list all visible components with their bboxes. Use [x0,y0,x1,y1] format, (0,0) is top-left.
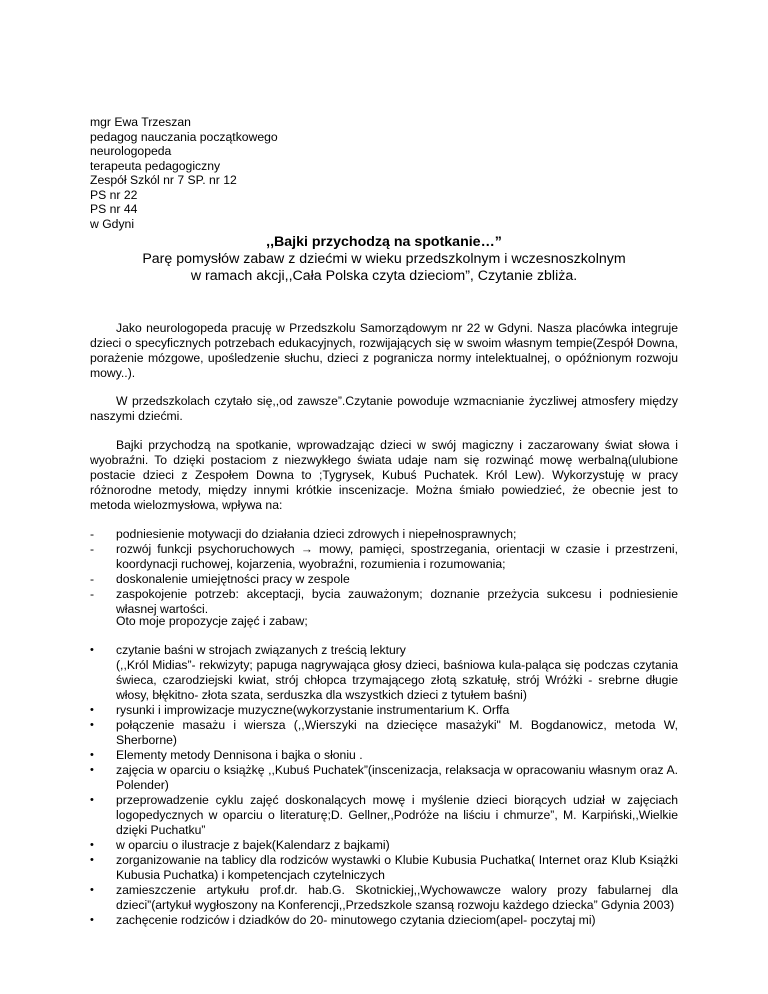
bullet-marker: • [90,704,94,716]
list-item: • przeprowadzenie cyklu zajęć doskonalących mowę i myślenie dzieci biorących udział w zajęciach logopedycznych w oparciu o literaturę;D. Gellner,,Podróże na liściu i chmurze”, M. Karpiński,,Wielkie dzięki Puchatku” [90,793,678,837]
bullet-marker: • [90,644,94,656]
paragraph-fairytales: Bajki przychodzą na spotkanie, wprowadzając dzieci w swój magiczny i zaczarowany świat słowa i wyobraźni. To dzięki postaciom z niezwykłego świata udaje nam się rozwinąć mowę werbalną(ulubione postacie dzieci z Zespołem Downa to ;Tygrysek, Kubuś Puchatek. Król Lew). Wykorzystuję w pracy różnorodne metody, między innymi krótkie inscenizacje. Można śmiało powiedzieć, że obecnie jest to metoda wielozmysłowa, wpływa na: [90,438,678,512]
list-item: • zamieszczenie artykułu prof.dr. hab.G. Skotnickiej,,Wychowawcze walory prozy fabularnej dla dzieci”(artykuł wygłoszony na Konferencji,,Przedszkole szansą rozwoju każdego dziecka” Gdynia 2003) [90,883,678,912]
author-line: mgr Ewa Trzeszan [90,115,191,129]
author-line: PS nr 44 [90,202,138,216]
bullet-marker: • [90,839,94,851]
dash-marker: - [90,542,95,556]
list-item: - podniesienie motywacji do działania dzieci zdrowych i niepełnosprawnych; [90,527,517,541]
author-line: neurologopeda [90,144,172,158]
dash-marker: - [90,572,95,586]
list-item: • rysunki i improwizacje muzyczne(wykorzystanie instrumentarium K. Orffa [90,703,510,717]
list-item: • połączenie masażu i wiersza (,,Wierszyki na dziecięce masażyki" M. Bogdanowicz, metoda W, Sherborne) [90,718,678,747]
list-item: • zachęcenie rodziców i dziadków do 20- minutowego czytania dzieciom(apel- poczytaj mi) [90,913,596,927]
bullet-marker: • [90,794,94,806]
bullet-marker: • [90,719,94,731]
author-block [90,115,278,231]
paragraph-intro: Jako neurologopeda pracuję w Przedszkolu Samorządowym nr 22 w Gdyni. Nasza placówka integruje dzieci o specyficznych potrzebach edukacyjnych, rozwijających się w swoim własnym tempie(Zespół Downa, porażenie mózgowe, upośledzenie słuchu, dzieci z pogranicza normy intelektualnej, o opóźnionym rozwoju mowy..). [90,321,678,380]
author-line: pedagog nauczania początkowego [90,129,278,144]
list-item: • w oparciu o ilustracje z bajek(Kalendarz z bajkami) [90,838,390,852]
list-item: - rozwój funkcji psychoruchowych → mowy, pamięci, spostrzegania, orientacji w czasie i przestrzeni, koordynacji ruchowej, kojarzenia, wyobraźni, rozumienia i rozumowania; [90,542,678,571]
title-subtitle-line: w ramach akcji,,Cała Polska czyta dzieciom”, Czytanie zbliża. [190,268,578,284]
author-line: w Gdyni [90,216,135,231]
title-subtitle-line: Parę pomysłów zabaw z dziećmi w wieku przedszkolnym i wczesnoszkolnym [142,251,626,267]
benefits-list [90,527,678,617]
paragraph-proposals: Oto moje propozycje zajęć i zabaw; [116,614,308,628]
author-line: terapeuta pedagogiczny [90,158,221,173]
bullet-marker: • [90,764,94,776]
list-item: - doskonalenie umiejętności pracy w zespole [90,572,350,586]
bullet-marker: • [90,749,94,761]
document-title [90,234,678,285]
author-line: Zespół Szkól nr 7 SP. nr 12 [90,173,237,187]
dash-marker: - [90,527,95,541]
paragraph-reading: W przedszkolach czytało się,,od zawsze”.Czytanie powoduje wzmacnianie życzliwej atmosfery między naszymi dziećmi. [90,394,678,423]
list-item: • zajęcia w oparciu o książkę ,,Kubuś Puchatek”(inscenizacja, relaksacja w opracowaniu własnym oraz A. Polender) [90,763,678,792]
bullet-marker: • [90,914,94,926]
list-item: • zorganizowanie na tablicy dla rodziców wystawki o Klubie Kubusia Puchatka( Internet oraz Klub Książki Kubusia Puchatka) i kompetencjach czytelniczych [90,853,678,882]
author-line: PS nr 22 [90,187,138,202]
list-item: - zaspokojenie potrzeb: akceptacji, bycia zauważonym; doznanie przeżycia sukcesu i podniesienie własnej wartości. [90,587,678,616]
bullet-marker: • [90,854,94,866]
list-item: • czytanie baśni w strojach związanych z treścią lektury (,,Król Midias”- rekwizyty; papuga nagrywająca głosy dzieci, baśniowa kula-paląca się podczas czytania świeca, czarodziejski kwiat, strój chłopca trzymającego złotą szkatułę, strój Wróżki - srebrne długie włosy, błękitno- złota szata, serduszka dla wszystkich dzieci z tytułem baśni) [90,643,678,702]
activities-list [90,643,678,928]
list-item: • Elementy metody Dennisona i bajka o słoniu . [90,748,363,762]
bullet-marker: • [90,884,94,896]
title-main: ,,Bajki przychodzą na spotkanie…” [266,234,502,250]
dash-marker: - [90,587,95,601]
